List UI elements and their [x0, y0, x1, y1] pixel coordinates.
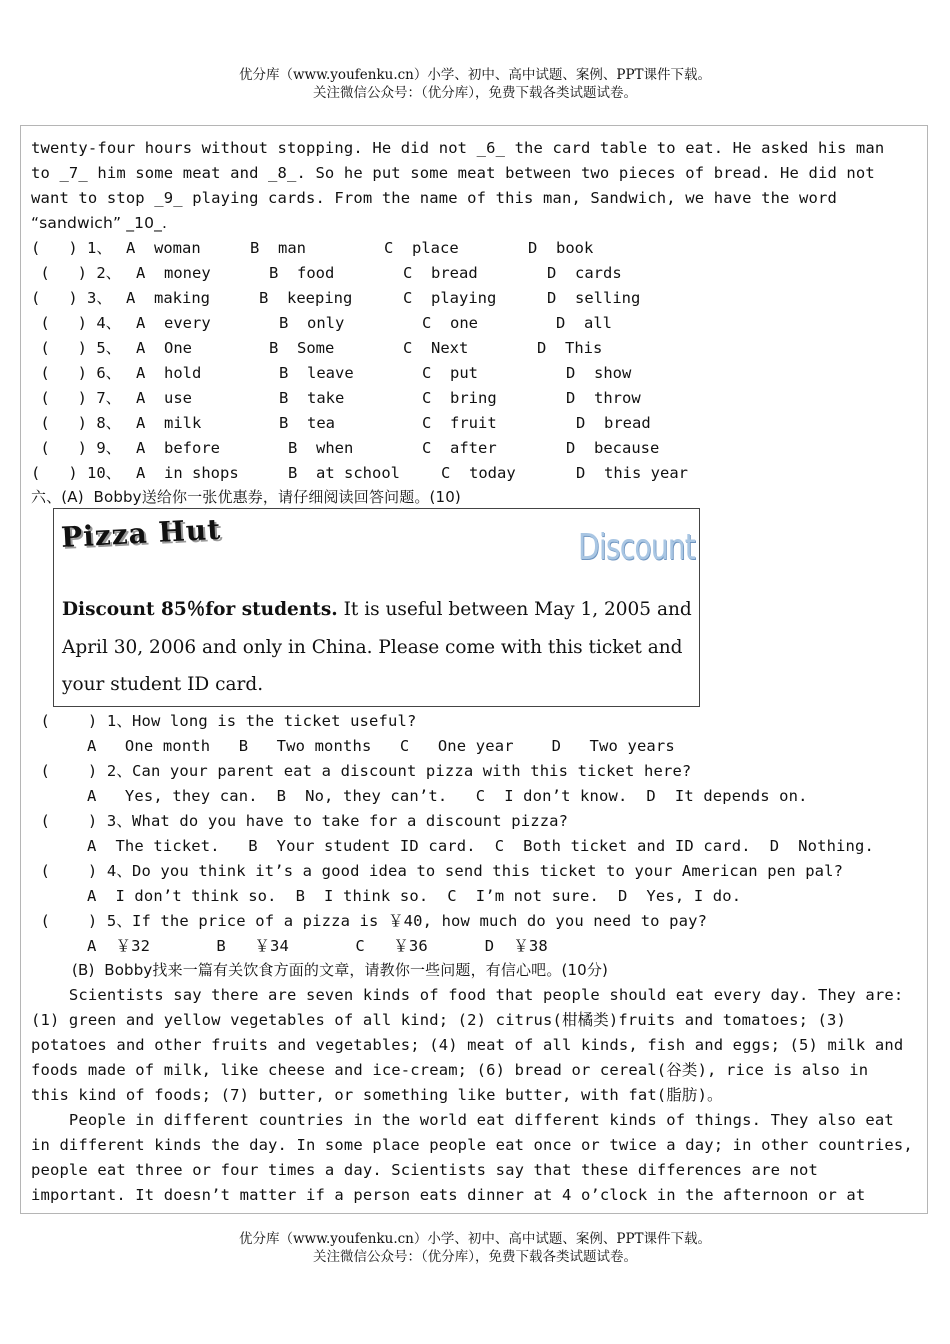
question-options: A One month B Two months C One year D Two years: [87, 737, 675, 755]
option-a: A every: [136, 314, 211, 332]
option-c: C bread: [403, 264, 478, 282]
header-line-1: 优分库（www.youfenku.cn）小学、初中、高中试题、案例、PPT课件下载。: [238, 67, 712, 83]
option-a: A in shops: [136, 464, 239, 482]
passage-line: Scientists say there are seven kinds of food that people should eat every day. They are:: [31, 986, 904, 1004]
option-b: B only: [279, 314, 345, 332]
option-d: D because: [566, 439, 660, 457]
option-b: B at school: [288, 464, 400, 482]
option-c: C playing: [403, 289, 497, 307]
passage-line: (1) green and yellow vegetables of all kind; (2) citrus(柑橘类)fruits and tomatoes; (3): [31, 1011, 846, 1029]
question: ( ) 2、Can your parent eat a discount pizza with this ticket here?: [31, 762, 692, 780]
question-options: A ￥32 B ￥34 C ￥36 D ￥38: [87, 937, 548, 955]
cloze-number: ( ) 3、: [31, 289, 112, 307]
question: ( ) 4、Do you think it’s a good idea to send this ticket to your American pen pal?: [31, 862, 844, 880]
cloze-number: ( ) 10、: [31, 464, 122, 482]
cloze-number: ( ) 6、: [31, 364, 122, 382]
option-a: A One: [136, 339, 192, 357]
question-options: A I don’t think so. B I think so. C I’m not sure. D Yes, I do.: [87, 887, 742, 905]
page-header: [0, 66, 950, 102]
footer-line-1: 优分库（www.youfenku.cn）小学、初中、高中试题、案例、PPT课件下载。: [238, 1231, 712, 1247]
option-b: B keeping: [259, 289, 353, 307]
option-a: A woman: [126, 239, 201, 257]
passage-line: people eat three or four times a day. Scientists say that these differences are not: [31, 1161, 818, 1179]
passage-line: People in different countries in the world eat different kinds of things. They also eat: [31, 1111, 894, 1129]
option-b: B man: [250, 239, 306, 257]
passage-line: potatoes and other fruits and vegetables; (4) meat of all kinds, fish and eggs; (5) milk and: [31, 1036, 904, 1054]
passage-line: important. It doesn’t matter if a person eats dinner at 4 o’clock in the afternoon or at: [31, 1186, 866, 1204]
option-a: A milk: [136, 414, 202, 432]
option-d: D this year: [576, 464, 688, 482]
cloze-number: ( ) 7、: [31, 389, 122, 407]
option-c: C put: [422, 364, 478, 382]
coupon-body-text: It is useful between May 1, 2005 and April 30, 2006 and only in China. Please come with this ticket and your student ID card.: [62, 599, 692, 695]
pizza-hut-logo: Pizza Hut: [60, 512, 222, 554]
question: ( ) 3、What do you have to take for a discount pizza?: [31, 812, 569, 830]
passage-line: twenty-four hours without stopping. He did not _6_ the card table to eat. He asked his man: [31, 139, 885, 157]
pizza-coupon: [53, 508, 700, 707]
section-6b-heading: (B) Bobby找来一篇有关饮食方面的文章，请教你一些问题，有信心吧。(10分): [72, 961, 609, 979]
option-b: B leave: [279, 364, 354, 382]
option-d: D selling: [547, 289, 641, 307]
option-b: B when: [288, 439, 354, 457]
discount-badge: Discount: [578, 527, 696, 568]
passage-line: in different kinds the day. In some place people eat once or twice a day; in other countries,: [31, 1136, 913, 1154]
option-a: A money: [136, 264, 211, 282]
page-footer: [0, 1230, 950, 1266]
passage-line: foods made of milk, like cheese and ice-cream; (6) bread or cereal(谷类), rice is also in: [31, 1061, 869, 1079]
option-d: D This: [537, 339, 603, 357]
question-options: A The ticket. B Your student ID card. C Both ticket and ID card. D Nothing.: [87, 837, 874, 855]
passage-line: to _7_ him some meat and _8_. So he put some meat between two pieces of bread. He did not: [31, 164, 875, 182]
question-options: A Yes, they can. B No, they can’t. C I don’t know. D It depends on.: [87, 787, 808, 805]
header-line-2: 关注微信公众号：（优分库），免费下载各类试题试卷。: [313, 85, 637, 101]
cloze-number: ( ) 8、: [31, 414, 122, 432]
option-a: A before: [136, 439, 220, 457]
passage-line: “sandwich” _10_.: [31, 214, 168, 232]
option-c: C one: [422, 314, 478, 332]
option-c: C bring: [422, 389, 497, 407]
option-b: B tea: [279, 414, 335, 432]
option-c: C today: [441, 464, 516, 482]
coupon-text: [62, 591, 692, 704]
footer-line-2: 关注微信公众号：（优分库），免费下载各类试题试卷。: [313, 1249, 637, 1265]
option-c: C Next: [403, 339, 469, 357]
coupon-bold-text: Discount 85％for students.: [62, 599, 338, 620]
option-c: C fruit: [422, 414, 497, 432]
option-b: B take: [279, 389, 345, 407]
option-d: D bread: [576, 414, 651, 432]
option-d: D cards: [547, 264, 622, 282]
option-c: C after: [422, 439, 497, 457]
option-d: D throw: [566, 389, 641, 407]
question: ( ) 5、If the price of a pizza is ￥40, how much do you need to pay?: [31, 912, 708, 930]
cloze-number: ( ) 1、: [31, 239, 112, 257]
option-c: C place: [384, 239, 459, 257]
cloze-number: ( ) 5、: [31, 339, 122, 357]
cloze-number: ( ) 4、: [31, 314, 122, 332]
option-a: A making: [126, 289, 210, 307]
cloze-number: ( ) 2、: [31, 264, 122, 282]
question: ( ) 1、How long is the ticket useful?: [31, 712, 417, 730]
option-b: B Some: [269, 339, 335, 357]
option-d: D book: [528, 239, 594, 257]
passage-line: want to stop _9_ playing cards. From the name of this man, Sandwich, we have the word: [31, 189, 837, 207]
option-a: A use: [136, 389, 192, 407]
section-6-heading: 六、(A) Bobby送给你一张优惠券，请仔细阅读回答问题。(10): [31, 488, 461, 506]
passage-line: this kind of foods; (7) butter, or something like butter, with fat(脂肪)。: [31, 1086, 723, 1104]
option-d: D show: [566, 364, 632, 382]
option-a: A hold: [136, 364, 202, 382]
option-d: D all: [556, 314, 612, 332]
cloze-number: ( ) 9、: [31, 439, 122, 457]
option-b: B food: [269, 264, 335, 282]
